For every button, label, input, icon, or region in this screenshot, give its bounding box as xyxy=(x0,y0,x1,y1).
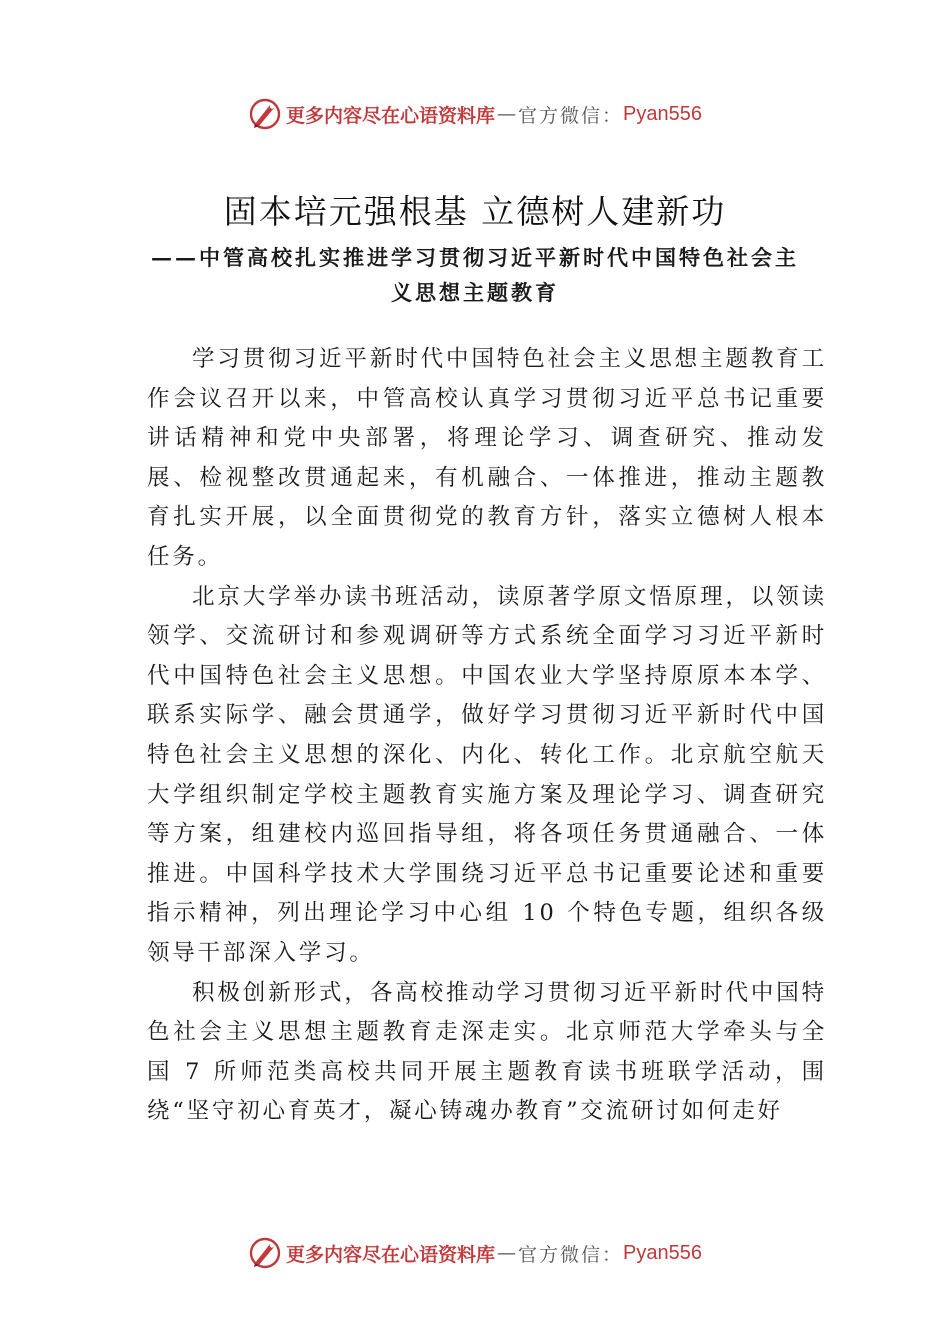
document-body xyxy=(147,340,827,1132)
watermark-wechat-id: Pyan556 xyxy=(623,1241,702,1264)
watermark-dash: — xyxy=(497,103,517,125)
pen-logo-icon xyxy=(248,97,282,131)
paragraph-1: 学习贯彻习近平新时代中国特色社会主义思想主题教育工作会议召开以来，中管高校认真学习贯彻习近平总书记重要讲话精神和党中央部署，将理论学习、调查研究、推动发展、检视整改贯通起来，有机融合、一体推进，推动主题教育扎实开展，以全面贯彻党的教育方针，落实立德树人根本任务。 xyxy=(147,346,827,570)
watermark-wechat-id: Pyan556 xyxy=(623,102,702,125)
document-subtitle: ——中管高校扎实推进学习贯彻习近平新时代中国特色社会主义思想主题教育 xyxy=(151,245,799,305)
watermark-dash: — xyxy=(497,1242,517,1264)
watermark-brand: 更多内容尽在心语资料库 xyxy=(286,1243,496,1266)
watermark-header xyxy=(0,94,950,134)
paragraph-2: 北京大学举办读书班活动，读原著学原文悟原理，以领读领学、交流研讨和参观调研等方式系统全面学习习近平新时代中国特色社会主义思想。中国农业大学坚持原原本本学、联系实际学、融会贯通学，做好学习贯彻习近平新时代中国特色社会主义思想的深化、内化、转化工作。北京航空航天大学组织制定学校主题教育实施方案及理论学习、调查研究等方案，组建校内巡回指导组，将各项任务贯通融合、一体推进。中国科学技术大学围绕习近平总书记重要论述和重要 指示精神，列出理论学习中心组 10 个特色专题，组织各级领导干部深入学习。 xyxy=(147,583,827,966)
document-title: 固本培元强根基 立德树人建新功 xyxy=(223,192,727,231)
pen-logo-icon xyxy=(248,1236,282,1270)
paragraph-3: 积极创新形式，各高校推动学习贯彻习近平新时代中国特色社会主义思想主题教育走深走实。北京师范大学牵头与全国 7 所师范类高校共同开展主题教育读书班联学活动，围绕“坚守初心育英才，凝心铸魂办教育”交流研讨如何走好 xyxy=(147,979,827,1125)
watermark-footer xyxy=(0,1233,950,1273)
watermark-official-label: 官方微信： xyxy=(518,104,624,127)
watermark-official-label: 官方微信： xyxy=(518,1243,624,1266)
watermark-brand: 更多内容尽在心语资料库 xyxy=(286,104,496,127)
